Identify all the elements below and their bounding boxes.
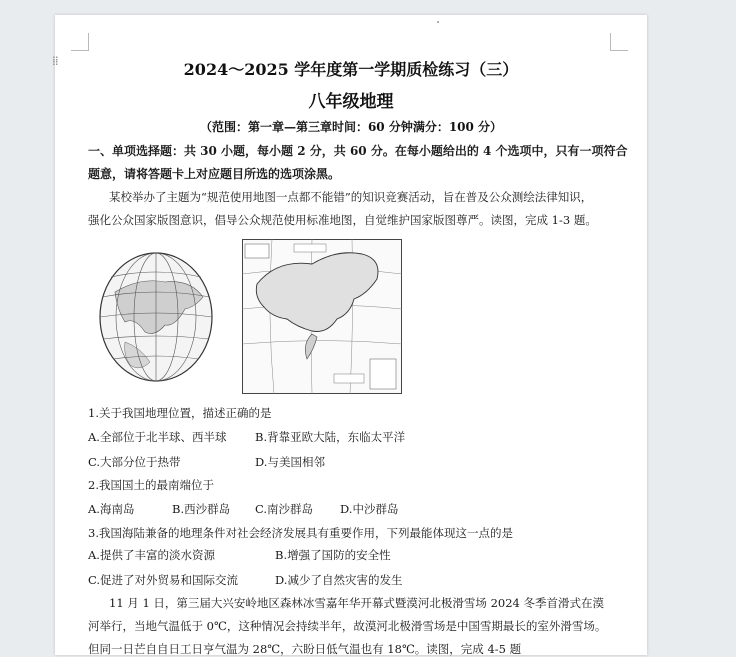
question-1-option-b: B.背靠亚欧大陆，东临太平洋: [255, 430, 406, 444]
page-marker: [437, 21, 439, 23]
margin-corner-top-right: [610, 33, 628, 51]
question-2-stem: 2.我国国土的最南端位于: [88, 478, 214, 492]
question-1-option-c: C.大部分位于热带: [88, 455, 181, 469]
question-2-option-d: D.中沙群岛: [340, 502, 399, 516]
question-2-option-c: C.南沙群岛: [255, 502, 314, 516]
question-3-option-b: B.增强了国防的安全性: [275, 548, 391, 562]
question-3-stem: 3.我国海陆兼备的地理条件对社会经济发展具有重要作用，下列最能体现这一点的是: [88, 526, 513, 540]
document-page: [55, 15, 647, 655]
question-2-option-a: A.海南岛: [88, 502, 135, 516]
question-1-stem: 1.关于我国地理位置，描述正确的是: [88, 406, 272, 420]
question-1-option-a: A.全部位于北半球、西半球: [88, 430, 227, 444]
question-3-option-c: C.促进了对外贸易和国际交流: [88, 573, 239, 587]
drag-handle-icon[interactable]: ⁞⁞: [52, 54, 58, 68]
question-3-option-a: A.提供了丰富的淡水资源: [88, 548, 215, 562]
intro2-line3: 但同一日芒自自日工日亨气温为 28℃，六盼日低气温也有 18℃。读图，完成 4-5 题: [88, 642, 522, 656]
intro2-line1: 11 月 1 日，第三届大兴安岭地区森林冰雪嘉年华开幕式暨漠河北极滑雪场 2024 冬季首滑式在漠: [109, 596, 604, 610]
margin-corner-top-left: [71, 33, 89, 51]
globe-figure: [95, 247, 217, 387]
intro1-line1: 某校举办了主题为“规范使用地图一点都不能错”的知识竞赛活动，旨在普及公众测绘法律知识，: [109, 190, 593, 204]
question-1-option-d: D.与美国相邻: [255, 455, 325, 469]
question-2-option-b: B.西沙群岛: [172, 502, 231, 516]
section-heading-line2: 题意，请将答题卡上对应题目所选的选项涂黑。: [88, 167, 341, 181]
section-heading-line1: 一、单项选择题：共 30 小题，每小题 2 分，共 60 分。在每小题给出的 4 个选项中，只有一项符合: [88, 144, 628, 158]
document-subtitle: 八年级地理: [308, 92, 394, 112]
question-3-option-d: D.减少了自然灾害的发生: [275, 573, 403, 587]
intro2-line2: 河举行，当地气温低于 0℃，这种情况会持续半年，故漠河北极滑雪场是中国雪期最长的室外滑雪场。: [88, 619, 607, 633]
exam-scope: （范围：第一章—第三章时间：60 分钟满分：100 分）: [199, 120, 503, 134]
intro1-line2: 强化公众国家版图意识，倡导公众规范使用标准地图，自觉维护国家版图尊严。读图，完成 1-3 题。: [88, 213, 597, 227]
document-title: 2024～2025 学年度第一学期质检练习（三）: [183, 60, 519, 79]
china-map-figure: [242, 239, 402, 394]
